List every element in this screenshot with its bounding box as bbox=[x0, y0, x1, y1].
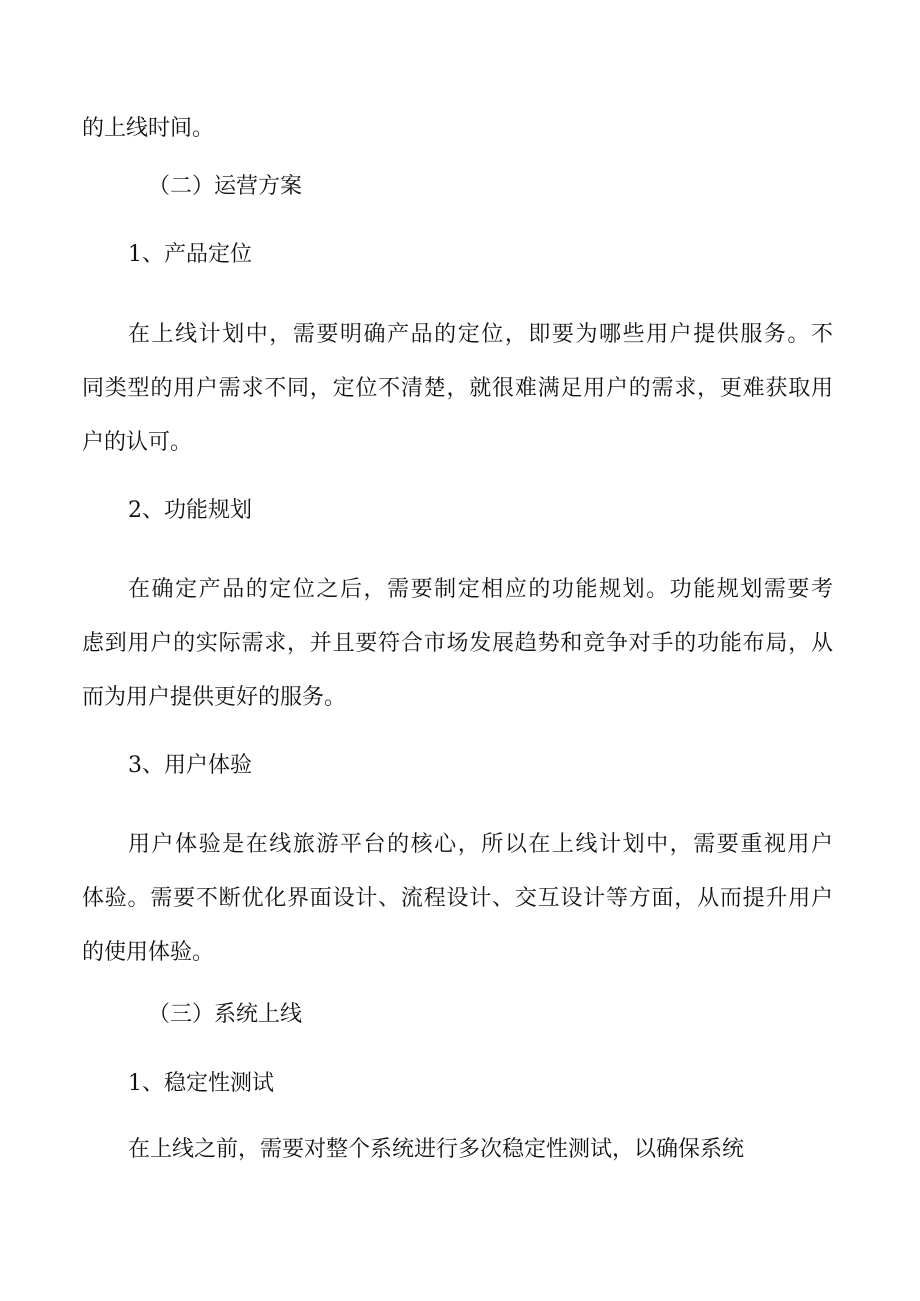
paragraph-line: 在上线计划中，需要明确产品的定位，即要为哪些用户提供服务。不 bbox=[128, 322, 833, 347]
paragraph-line: 虑到用户的实际需求，并且要符合市场发展趋势和竞争对手的功能布局，从 bbox=[82, 631, 833, 656]
subsection-heading: 1、产品定位 bbox=[128, 242, 252, 267]
paragraph-line: 户的认可。 bbox=[82, 430, 193, 455]
section-heading: （三）系统上线 bbox=[148, 1002, 303, 1027]
subsection-heading: 1、稳定性测试 bbox=[128, 1071, 274, 1096]
paragraph-line: 用户体验是在线旅游平台的核心，所以在上线计划中，需要重视用户 bbox=[128, 832, 833, 857]
paragraph-line: 的上线时间。 bbox=[82, 116, 215, 141]
paragraph-line: 体验。需要不断优化界面设计、流程设计、交互设计等方面，从而提升用户 bbox=[82, 886, 833, 911]
paragraph-line: 在确定产品的定位之后，需要制定相应的功能规划。功能规划需要考 bbox=[128, 577, 833, 602]
paragraph-line: 同类型的用户需求不同，定位不清楚，就很难满足用户的需求，更难获取用 bbox=[82, 376, 833, 401]
section-heading: （二）运营方案 bbox=[148, 174, 303, 199]
subsection-heading: 2、功能规划 bbox=[128, 498, 252, 523]
paragraph-line: 而为用户提供更好的服务。 bbox=[82, 685, 347, 710]
paragraph-line: 在上线之前，需要对整个系统进行多次稳定性测试，以确保系统 bbox=[128, 1137, 745, 1162]
paragraph-line: 的使用体验。 bbox=[82, 940, 215, 965]
subsection-heading: 3、用户体验 bbox=[128, 753, 252, 778]
